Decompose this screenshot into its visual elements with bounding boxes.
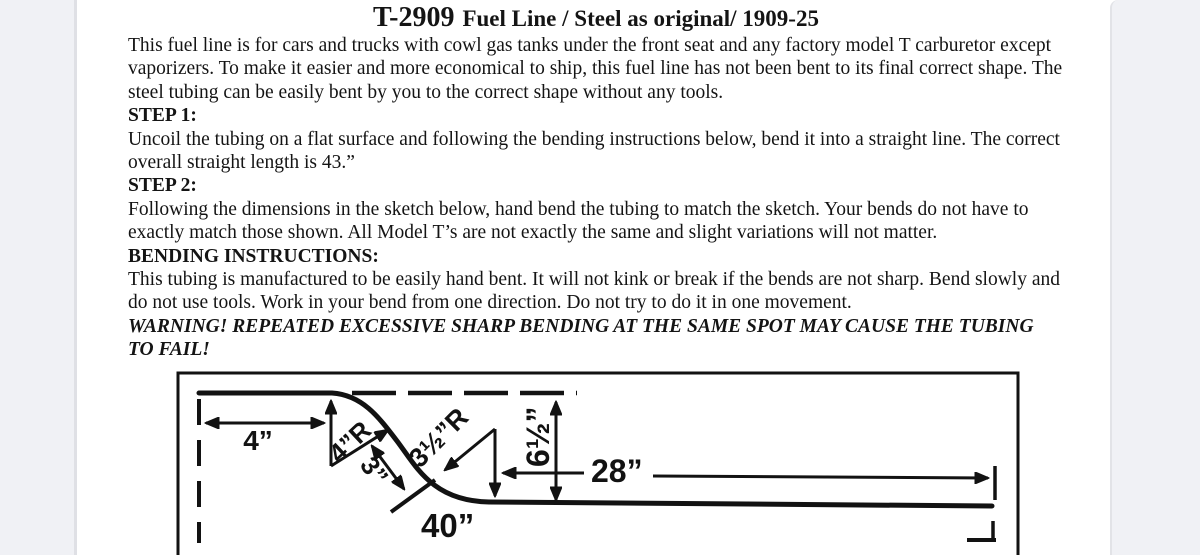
dimension-label-4in: 4”: [243, 425, 273, 456]
step2-heading: STEP 2:: [128, 175, 197, 197]
warning-text: WARNING! REPEATED EXCESSIVE SHARP BENDING AT THE SAME SPOT MAY CAUSE THE TUBING TO FAIL!: [128, 315, 1034, 361]
dimension-arrow-28in-right: [653, 476, 988, 478]
dimension-label-40in: 40”: [421, 507, 475, 544]
step1-paragraph: Uncoil the tubing on a flat surface and following the bending instructions below, bend it into a straight line. The correct overall straight length is 43.”: [128, 128, 1060, 174]
radius-label-4inR: 4”R: [322, 414, 377, 469]
bending-instructions-paragraph: This tubing is manufactured to be easily hand bent. It will not kink or break if the bends are not sharp. Bend slowly and do not use tools. Work in your bend from one direction. Do not try to do it in one movement.: [128, 269, 1061, 314]
step1-heading: STEP 1:: [128, 105, 197, 127]
bending-instructions-heading: BENDING INSTRUCTIONS:: [128, 245, 379, 267]
part-number: T-2909: [373, 2, 455, 33]
fuel-line-tube: [199, 393, 992, 506]
step2-paragraph: Following the dimensions in the sketch below, hand bend the tubing to match the sketch. Your bends do not have to exactly match those shown. All Model T’s are not exactly the same and slight variations will not matter.: [128, 198, 1029, 244]
intro-paragraph: This fuel line is for cars and trucks with cowl gas tanks under the front seat and any factory model T carburetor except vaporizers. To make it easier and more economical to ship, this fuel line has not been bent to its final correct shape. The steel tubing can be easily bent by you to the correct shape without any tools.: [128, 35, 1063, 103]
dimension-label-28in: 28”: [591, 453, 643, 489]
dimension-label-6-5in: 6½”: [520, 406, 556, 467]
dimension-label-3in: 3”: [354, 450, 395, 491]
part-description: Fuel Line / Steel as original/ 1909-25: [462, 6, 819, 31]
radius-label-3-5inR: 3½”R: [403, 402, 475, 474]
